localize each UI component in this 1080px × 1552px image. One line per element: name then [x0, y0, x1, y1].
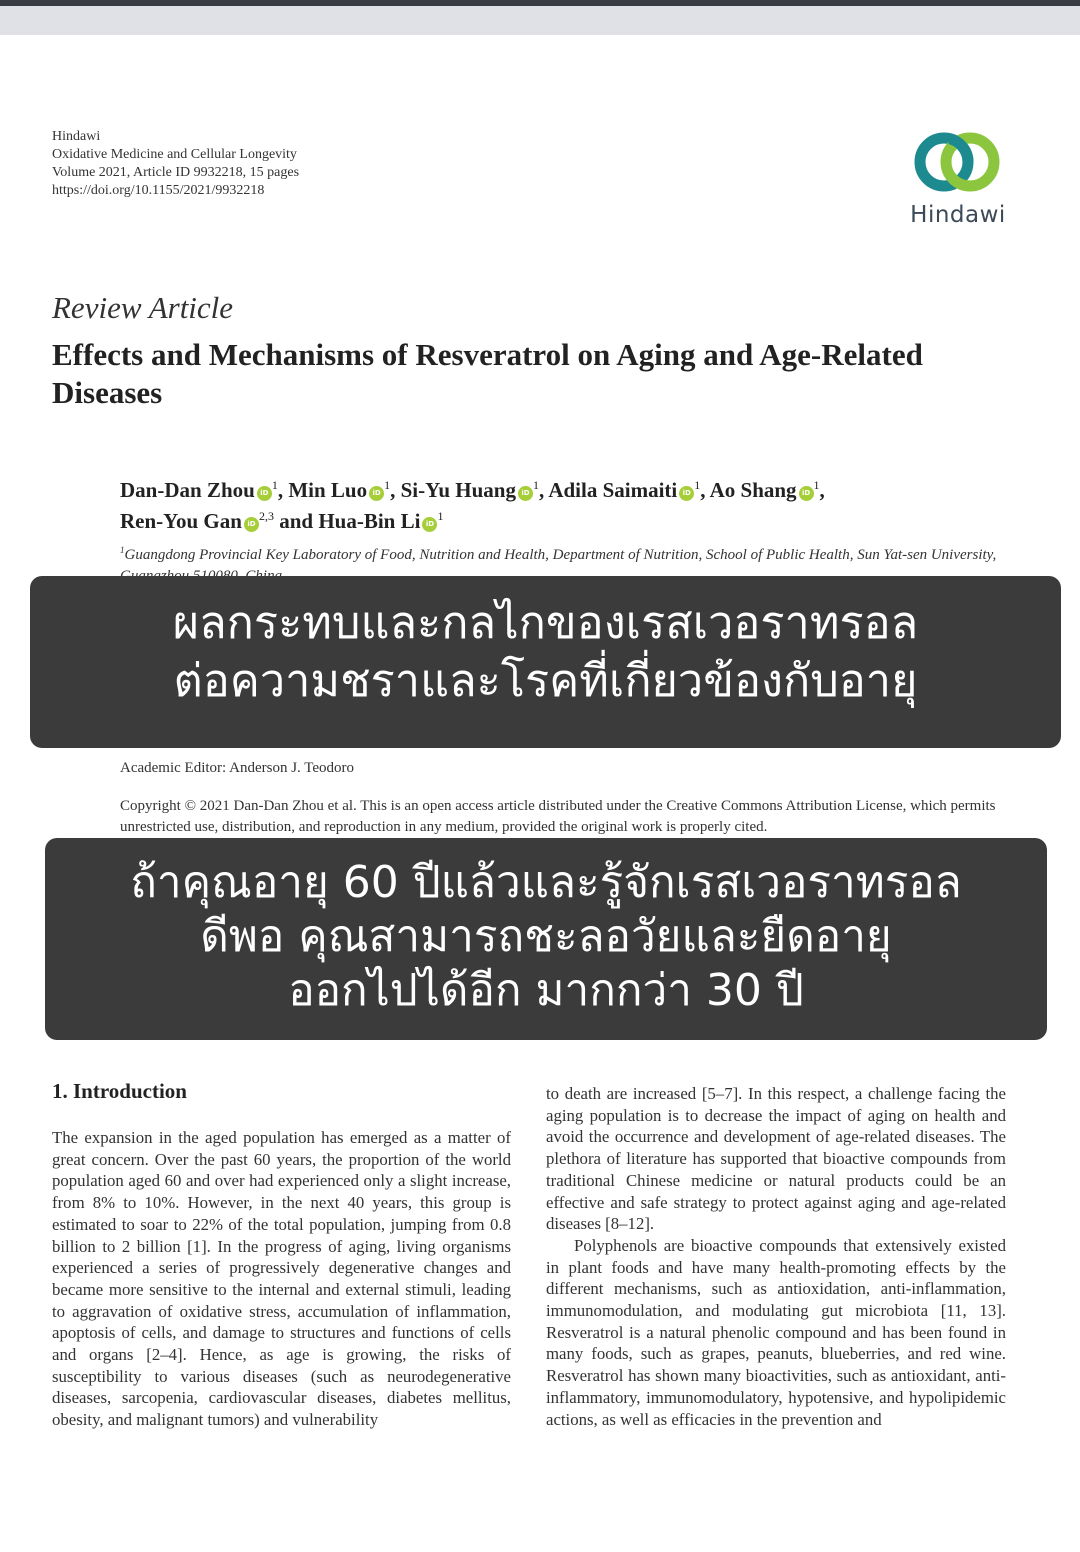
author-name[interactable]: Adila Saimaiti: [548, 478, 678, 502]
orcid-icon[interactable]: iD: [679, 486, 694, 501]
hindawi-logo: [900, 126, 1020, 236]
journal-meta: [52, 128, 299, 200]
author-separator: ,: [819, 478, 825, 502]
author-affiliation-marker: 1: [384, 478, 391, 492]
author-affiliation-marker: 1: [694, 478, 701, 492]
author-separator: ,: [277, 478, 289, 502]
hindawi-rings-icon: [900, 126, 1016, 202]
author-name[interactable]: Ao Shang: [709, 478, 797, 502]
author-affiliation-marker: 1: [437, 509, 444, 523]
orcid-icon[interactable]: iD: [799, 486, 814, 501]
thai-title-overlay: [30, 576, 1061, 748]
intro-right-column: [546, 1083, 1006, 1430]
author-separator: ,: [700, 478, 710, 502]
paragraph: to death are increased [5–7]. In this respect, a challenge facing the aging population is to decrease the impact of aging on health and avoid the occurrence and development of age-related diseases. The plethora of literature has supported that bioactive compounds from traditional Chinese medicine or natural products could be an effective and safe strategy to protect against aging and age-related diseases [8–12].: [546, 1084, 1006, 1234]
author-affiliation-marker: 1: [532, 478, 539, 492]
author-separator: ,: [390, 478, 401, 502]
paragraph: The expansion in the aged population has emerged as a matter of great concern. Over the past 60 years, the proportion of the world population aged 60 and over had experienced only a slight increase, from 8% to 10%. However, in the next 40 years, this group is estimated to soar to 22% of the total population, jumping from 0.8 billion to 2 billion [1]. In the progress of aging, living organisms experienced a series of progressively degenerative changes and became more sensitive to the internal and external stimuli, leading to aggravation of oxidative stress, accumulation of inflammation, apoptosis of cells, and damage to structures and functions of cells and organs [2–4]. Hence, as age is growing, the risks of susceptibility to various diseases (such as neurodegenerative diseases, sarcopenia, cardiovascular diseases, diabetes mellitus, obesity, and malignant tumors) and vulnerability: [52, 1128, 511, 1430]
overlay-line: ต่อความชราและโรคที่เกี่ยวข้องกับอายุ: [173, 654, 918, 707]
author-affiliation-marker: 1: [813, 478, 820, 492]
thai-caption-overlay: [45, 838, 1047, 1040]
author-affiliation-marker: 1: [271, 478, 278, 492]
academic-editor: Academic Editor: Anderson J. Teodoro: [120, 760, 355, 776]
orcid-icon[interactable]: iD: [518, 486, 533, 501]
author-name[interactable]: Si-Yu Huang: [400, 478, 516, 502]
article-title: Effects and Mechanisms of Resveratrol on Aging and Age-Related Diseases: [52, 337, 923, 410]
overlay-line: ดีพอ คุณสามารถชะลอวัยและยืดอายุ: [200, 911, 892, 962]
orcid-icon[interactable]: iD: [244, 517, 259, 532]
paragraph: Polyphenols are bioactive compounds that extensively existed in plant foods and have many health-promoting effects by the different mechanisms, such as antioxidation, anti-inflammation, immunomodulation, and modulating gut microbiota [11, 13]. Resveratrol is a natural phenolic compound and has been found in many foods, such as grapes, peanuts, blueberries, and red wine. Resveratrol has shown many bioactivities, such as antioxidant, anti-inflammatory, immunomodulatory, hypotensive, and hypolipidemic actions, as well as efficacies in the prevention and: [546, 1235, 1006, 1429]
author-separator: and: [273, 509, 319, 533]
orcid-icon[interactable]: iD: [422, 517, 437, 532]
journal-doi[interactable]: https://doi.org/10.1155/2021/9932218: [52, 183, 265, 198]
author-name[interactable]: Ren-You Gan: [120, 509, 242, 533]
author-list: [120, 472, 1020, 534]
hindawi-logo-text: Hindawi: [910, 202, 1006, 228]
author-name[interactable]: Hua-Bin Li: [318, 509, 421, 533]
author-name[interactable]: Min Luo: [288, 478, 368, 502]
overlay-line: ถ้าคุณอายุ 60 ปีแล้วและรู้จักเรสเวอราทรอล: [130, 857, 962, 908]
overlay-line: ผลกระทบและกลไกของเรสเวอราทรอล: [172, 596, 919, 649]
publisher-name: Hindawi: [52, 129, 101, 144]
affiliation-marker: 1: [120, 545, 125, 555]
orcid-icon[interactable]: iD: [369, 486, 384, 501]
author-affiliation-marker: 2,3: [258, 509, 274, 523]
author-separator: ,: [538, 478, 549, 502]
overlay-line: ออกไปได้อีก มากกว่า 30 ปี: [288, 965, 804, 1016]
journal-volume: Volume 2021, Article ID 9932218, 15 pages: [52, 165, 300, 180]
affiliation-text: Guangdong Provincial Key Laboratory of Food, Nutrition and Health, Department of Nutrition, School of Public Health, Sun Yat-sen University,: [124, 547, 997, 563]
section-heading: 1. Introduction: [52, 1079, 187, 1103]
author-name[interactable]: Dan-Dan Zhou: [120, 478, 255, 502]
article-type: Review Article: [52, 290, 234, 325]
viewer-toolbar: [0, 6, 1080, 35]
journal-name: Oxidative Medicine and Cellular Longevity: [52, 147, 297, 162]
orcid-icon[interactable]: iD: [257, 486, 272, 501]
copyright-notice: Copyright © 2021 Dan-Dan Zhou et al. This is an open access article distributed under the Creative Commons Attribution License, which permits unrestricted use, distribution, and reproduction in any medium, provided the original work is properly cited.: [120, 798, 996, 835]
intro-left-column: [52, 1127, 511, 1431]
